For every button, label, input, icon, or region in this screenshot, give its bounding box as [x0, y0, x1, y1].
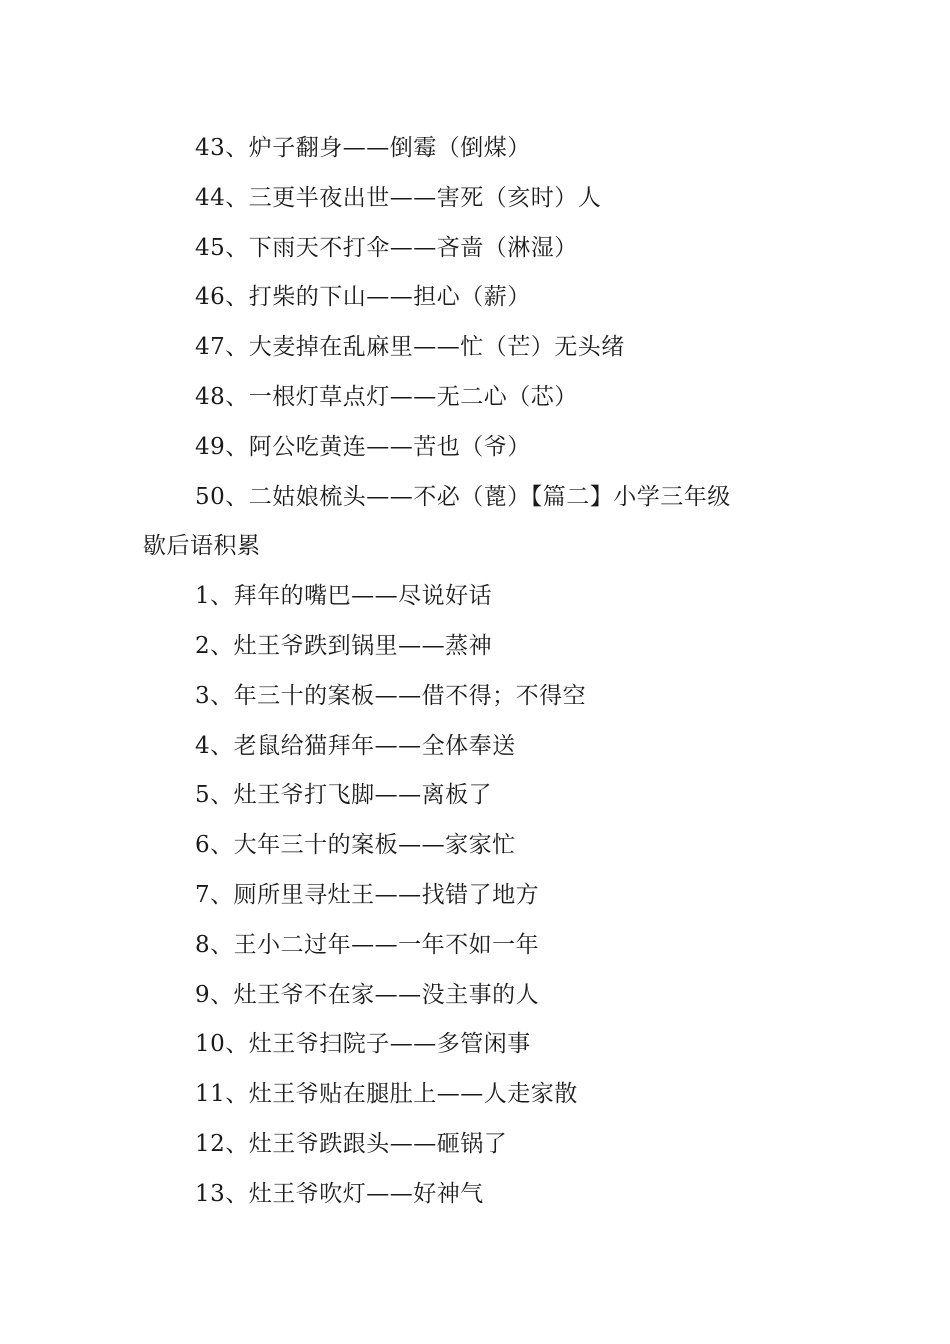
list-item: 12、灶王爷跌跟头——砸锅了 — [195, 1130, 508, 1157]
list-item: 46、打柴的下山——担心（薪） — [195, 284, 531, 311]
list-item: 2、灶王爷跌到锅里——蒸神 — [195, 632, 493, 659]
list-item: 11、灶王爷贴在腿肚上——人走家散 — [195, 1081, 578, 1108]
list-item: 47、大麦掉在乱麻里——忙（芒）无头绪 — [195, 334, 625, 361]
list-item: 43、炉子翻身——倒霉（倒煤） — [195, 135, 531, 161]
list-item: 48、一根灯草点灯——无二心（芯） — [195, 383, 578, 410]
list-item: 5、灶王爷打飞脚——离板了 — [195, 782, 493, 809]
list-item: 9、灶王爷不在家——没主事的人 — [195, 981, 540, 1008]
list-item: 3、年三十的案板——借不得；不得空 — [195, 682, 587, 709]
list-item: 8、王小二过年——一年不如一年 — [195, 931, 540, 958]
list-item: 44、三更半夜出世——害死（亥时）人 — [195, 184, 602, 211]
document-body — [143, 124, 823, 1220]
list-item: 49、阿公吃黄连——苦也（爷） — [195, 433, 531, 460]
list-item: 10、灶王爷扫院子——多管闲事 — [195, 1031, 531, 1058]
list-item: 1、拜年的嘴巴——尽说好话 — [195, 583, 493, 610]
list-item: 7、厕所里寻灶王——找错了地方 — [195, 881, 540, 908]
paragraph-line-with-section-heading: 50、二姑娘梳头——不必（蓖）【篇二】小学三年级 — [195, 483, 731, 510]
list-item: 6、大年三十的案板——家家忙 — [195, 832, 516, 859]
paragraph-continuation: 歇后语积累 — [143, 533, 261, 560]
list-item: 13、灶王爷吹灯——好神气 — [195, 1180, 484, 1207]
list-item: 45、下雨天不打伞——吝啬（淋湿） — [195, 234, 578, 261]
list-item: 4、老鼠给猫拜年——全体奉送 — [195, 732, 516, 759]
